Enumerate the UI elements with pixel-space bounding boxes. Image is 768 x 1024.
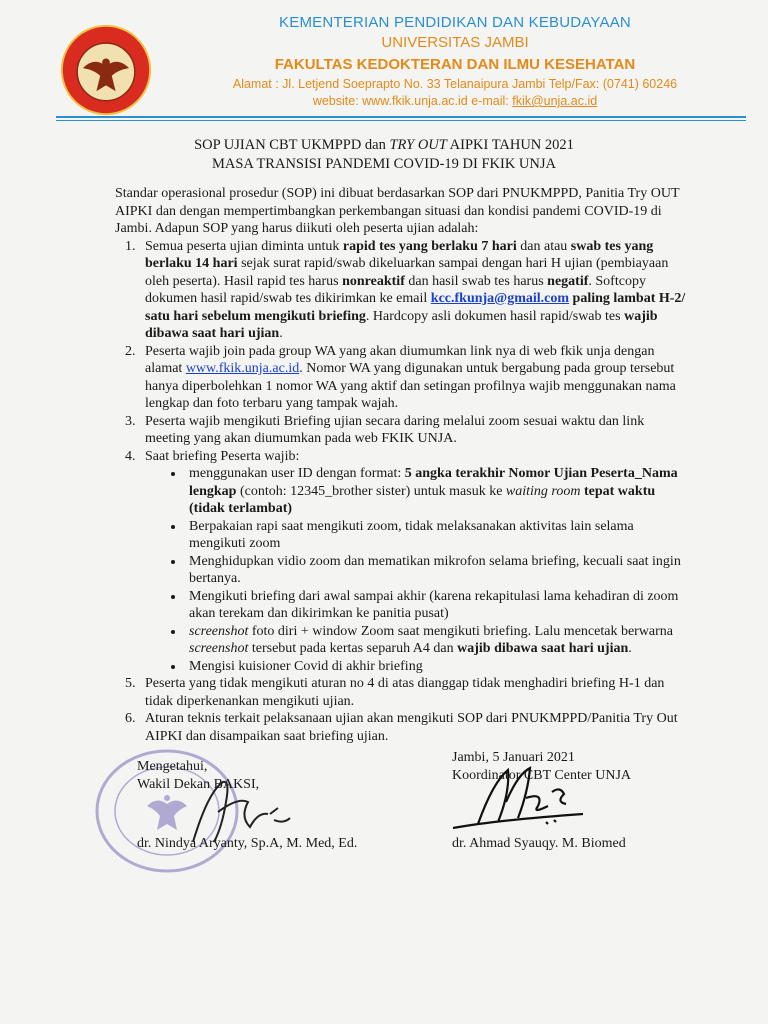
list-item — [139, 238, 692, 343]
faculty-name: FAKULTAS KEDOKTERAN DAN ILMU KESEHATAN — [274, 56, 636, 73]
university-name: UNIVERSITAS JAMBI — [381, 34, 529, 51]
sub-item: • Mengisi kuisioner Covid di akhir briefing — [185, 658, 692, 676]
address: Alamat : Jl. Letjend Soeprapto No. 33 Telanaipura Jambi Telp/Fax: (0741) 60246 — [232, 77, 678, 91]
letterhead-rule-thin — [56, 120, 746, 121]
sub-item: • Mengikuti briefing dari awal sampai akhir (karena rekapitulasi lama kehadiran di zoom akan terekam dan dikirimkan ke panitia pusat) — [185, 588, 692, 623]
intro-paragraph: Standar operasional prosedur (SOP) ini dibuat berdasarkan SOP dari PNUKMPPD, Panitia Try OUT AIPKI dan dengan mempertimbangkan perkembangan situasi dan kondisi pandemi COVID-19 di Jambi. Adapun SOP yang harus diikuti oleh peserta ujian adalah: — [115, 186, 680, 236]
document-title-line1 — [60, 137, 708, 154]
italic-text: waiting room — [505, 483, 581, 499]
sub-item — [185, 465, 692, 518]
text: (contoh: 12345_brother sister) untuk masuk ke — [236, 483, 506, 499]
list-item — [139, 448, 692, 676]
website-email — [160, 94, 750, 108]
bold-text: paling lambat H-2/ satu hari sebelum mengikuti briefing — [145, 291, 686, 324]
letterhead-text — [160, 14, 750, 108]
bold-text: tepat waktu (tidak terlambat) — [189, 483, 656, 516]
text: Saat briefing Peserta wajib: — [145, 448, 300, 464]
signer-name-left: dr. Nindya Aryanty, Sp.A, M. Med, Ed. — [137, 836, 358, 851]
sub-item: • Menghidupkan vidio zoom dan mematikan mikrofon selama briefing, kecuali saat ingin bertanya. — [185, 553, 692, 588]
text: . Hardcopy asli dokumen hasil rapid/swab tes — [365, 308, 625, 324]
title-italic: TRY OUT — [389, 137, 447, 153]
text: menggunakan user ID dengan format: — [189, 466, 405, 481]
text: dan hasil swab tes harus — [404, 273, 548, 289]
text: . Nomor WA yang digunakan untuk bergabung pada group tersebut hanya diperbolehkan 1 nomor WA yang aktif dan setingan profilnya wajib menggunakan nama lengkap dan foto terbaru yang tampak wajah. — [145, 361, 676, 411]
italic-text: screenshot — [189, 641, 249, 656]
document-body — [116, 185, 692, 745]
italic-text: screenshot — [189, 623, 249, 639]
sub-item — [185, 623, 692, 658]
website-text: website: www.fkik.unja.ac.id e-mail: — [312, 94, 513, 108]
date-place: Jambi, 5 Januari 2021 — [452, 750, 575, 765]
list-item: 5. Peserta yang tidak mengikuti aturan no 4 di atas dianggap tidak menghadiri briefing H-1 dan tidak diperkenankan mengikuti ujian. — [139, 675, 692, 710]
briefing-list — [145, 465, 692, 675]
text: sejak surat rapid/swab dikeluarkan sampai dengan hari H ujian (pembiayaan oleh peserta). Hasil rapid tes harus — [145, 256, 669, 289]
text: dan atau — [516, 238, 571, 254]
list-item — [139, 343, 692, 413]
text: Peserta wajib join pada group WA yang akan diumumkan link nya di web fkik unja dengan alamat — [145, 343, 655, 376]
text: tersebut pada kertas separuh A4 dan — [248, 641, 458, 656]
bold-text: negatif — [547, 273, 589, 289]
signer-title-left: Wakil Dekan BAKSI, — [137, 776, 260, 792]
bold-text: wajib dibawa saat hari ujian — [145, 308, 658, 341]
text: foto diri + window Zoom saat mengikuti briefing. Lalu mencetak berwarna — [248, 623, 674, 639]
letterhead-rule — [56, 116, 746, 118]
bold-text: rapid tes yang berlaku 7 hari — [342, 238, 517, 254]
text: . Softcopy dokumen hasil rapid/swab tes dikirimkan ke email — [145, 273, 646, 306]
university-logo — [58, 22, 154, 118]
handwritten-signature-right — [448, 762, 588, 837]
title-part: SOP UJIAN CBT UKMPPD dan — [194, 137, 390, 153]
acknowledged-label: Mengetahui, — [137, 759, 208, 774]
website-link[interactable]: www.fkik.unja.ac.id — [185, 361, 300, 376]
bold-text: wajib dibawa saat hari ujian — [457, 641, 629, 656]
text: . — [628, 641, 632, 656]
email-link[interactable]: kcc.fkunja@gmail.com — [430, 291, 570, 306]
list-item: 3. Peserta wajib mengikuti Briefing ujian secara daring melalui zoom sesuai waktu dan link meeting yang akan diumumkan pada web FKIK UNJA. — [139, 413, 692, 448]
email-link[interactable]: fkik@unja.ac.id — [512, 94, 598, 108]
letterhead — [0, 0, 768, 120]
sop-list — [116, 238, 692, 746]
signer-name-right: dr. Ahmad Syauqy. M. Biomed — [452, 836, 626, 851]
text: Semua peserta ujian diminta untuk — [145, 238, 343, 254]
ministry-name: KEMENTERIAN PENDIDIKAN DAN KEBUDAYAAN — [279, 14, 631, 31]
text: . — [279, 326, 283, 341]
bold-text: swab tes yang berlaku 14 hari — [145, 238, 654, 271]
bold-text: nonreaktif — [342, 273, 405, 289]
signer-title-right: Koordinator CBT Center UNJA — [452, 767, 631, 783]
document-title-line2: MASA TRANSISI PANDEMI COVID-19 DI FKIK UNJA — [211, 156, 556, 172]
bold-text: 5 angka terakhir Nomor Ujian Peserta_Nama lengkap — [189, 466, 678, 499]
sub-item: • Berpakaian rapi saat mengikuti zoom, tidak melaksanakan aktivitas lain selama mengikuti zoom — [185, 518, 692, 553]
title-part: AIPKI TAHUN 2021 — [446, 137, 574, 153]
list-item: 6. Aturan teknis terkait pelaksanaan ujian akan mengikuti SOP dari PNUKMPPD/Panitia Try Out AIPKI dan disampaikan saat briefing ujian. — [139, 710, 692, 745]
